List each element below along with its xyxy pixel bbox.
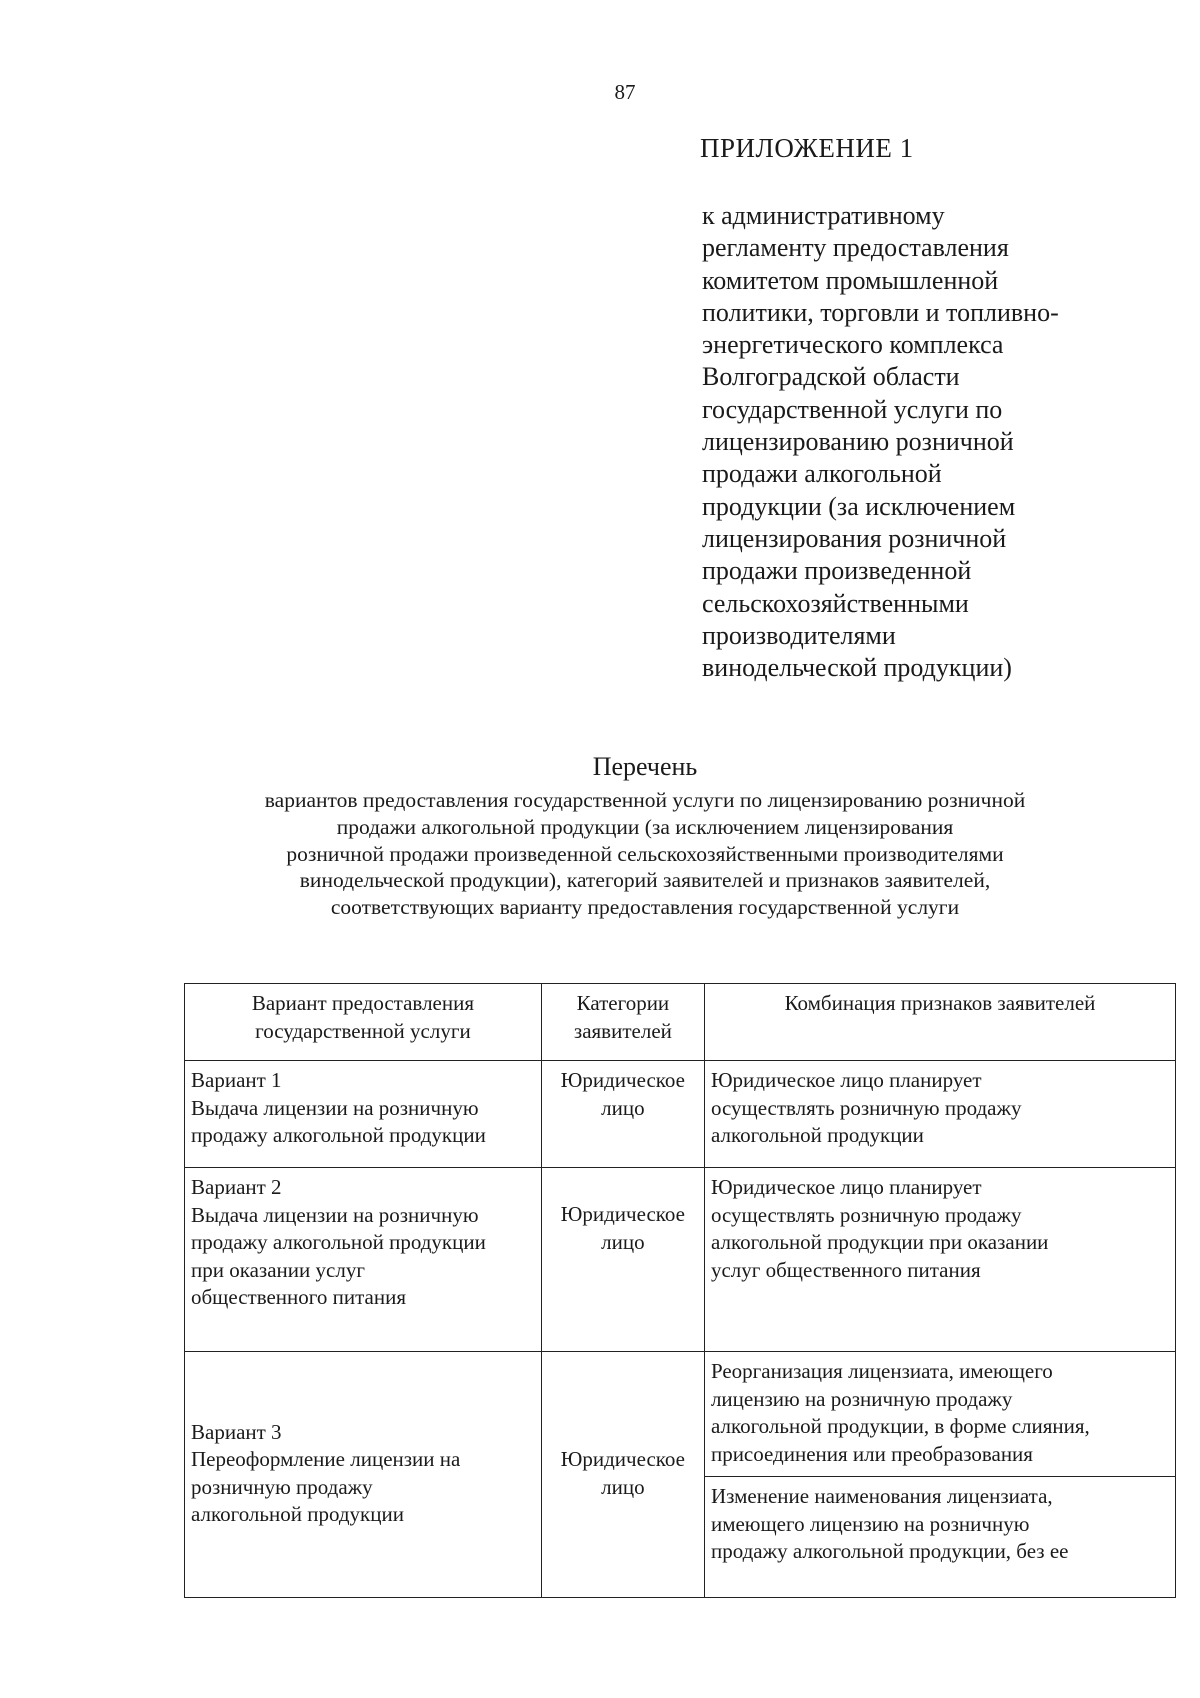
features-line: Изменение наименования лицензиата, [710, 1484, 1053, 1508]
category-line: лицо [601, 1095, 645, 1120]
header-category-line: Категории [576, 991, 670, 1015]
features-line: продажу алкогольной продукции, без ее [710, 1539, 1069, 1563]
subtitle-line: винодельческой продукции), категорий заявителей и признаков заявителей, [299, 868, 991, 893]
features-cell [704, 1168, 1175, 1352]
appendix-line: винодельческой продукции) [702, 653, 1012, 683]
appendix-line: продукции (за исключением [702, 491, 1016, 521]
list-subtitle [150, 787, 1140, 921]
appendix-line: производителями [702, 620, 896, 650]
header-variant [185, 984, 542, 1061]
header-category [541, 984, 704, 1061]
appendix-line: Волгоградской области [702, 362, 960, 392]
features-line: Юридическое лицо планирует [710, 1175, 982, 1199]
features-line: алкогольной продукции [710, 1123, 924, 1147]
appendix-line: лицензирования розничной [702, 523, 1007, 553]
variants-table [184, 983, 1176, 1598]
appendix-line: энергетического комплекса [702, 330, 1004, 360]
subtitle-line: соответствующих варианту предоставления государственной услуги [330, 895, 960, 920]
appendix-line: комитетом промышленной [702, 265, 999, 295]
features-cell [704, 1352, 1175, 1477]
variant-line: Выдача лицензии на розничную [191, 1202, 479, 1227]
header-features-line: Комбинация признаков заявителей [784, 991, 1096, 1015]
table-row [185, 1352, 1176, 1477]
variant-line: Выдача лицензии на розничную [191, 1095, 479, 1120]
category-line: Юридическое [560, 1447, 685, 1471]
header-category-line: заявителей [573, 1018, 672, 1043]
appendix-line: продажи алкогольной [702, 459, 942, 489]
variant-line: Вариант 3 [191, 1419, 282, 1444]
features-line: Реорганизация лицензиата, имеющего [710, 1359, 1053, 1383]
variant-line: розничную продажу [191, 1474, 373, 1499]
features-line: Юридическое лицо планирует [710, 1068, 982, 1092]
appendix-line: продажи произведенной [702, 556, 972, 586]
features-line: алкогольной продукции, в форме слияния, [710, 1414, 1090, 1438]
features-line: имеющего лицензию на розничную [710, 1511, 1030, 1536]
category-line: Юридическое [560, 1068, 685, 1092]
appendix-line: политики, торговли и топливно- [702, 297, 1059, 327]
variant-line: Вариант 2 [191, 1175, 282, 1199]
list-title: Перечень [592, 752, 698, 781]
table-header-row [185, 984, 1176, 1061]
features-cell [704, 1061, 1175, 1168]
subtitle-line: продажи алкогольной продукции (за исключением лицензирования [336, 814, 954, 839]
category-line: лицо [601, 1229, 645, 1254]
variant-cell [185, 1352, 542, 1598]
appendix-title: ПРИЛОЖЕНИЕ 1 [700, 133, 914, 163]
features-cell [704, 1477, 1175, 1598]
category-cell [541, 1061, 704, 1168]
variant-line: алкогольной продукции [191, 1502, 404, 1526]
variant-line: Вариант 1 [191, 1068, 282, 1092]
features-line: алкогольной продукции при оказании [710, 1230, 1049, 1254]
features-line: присоединения или преобразования [710, 1441, 1033, 1466]
features-line: услуг общественного питания [710, 1257, 981, 1282]
features-line: осуществлять розничную продажу [710, 1095, 1022, 1120]
features-line: осуществлять розничную продажу [710, 1202, 1022, 1227]
variant-line: продажу алкогольной продукции [191, 1123, 486, 1147]
appendix-text [702, 200, 1122, 684]
page-number: 87 [614, 80, 636, 104]
features-line: лицензию на розничную продажу [710, 1386, 1013, 1411]
category-cell [541, 1168, 704, 1352]
variant-line: при оказании услуг [191, 1257, 365, 1282]
category-line: лицо [601, 1474, 645, 1499]
variant-line: Переоформление лицензии на [191, 1447, 461, 1471]
variant-line: продажу алкогольной продукции [191, 1230, 486, 1254]
header-variant-line: Вариант предоставления [251, 991, 475, 1015]
category-cell [541, 1352, 704, 1598]
appendix-line: к административному [702, 201, 945, 230]
category-line: Юридическое [560, 1202, 685, 1226]
subtitle-line: вариантов предоставления государственной услуги по лицензированию розничной [264, 788, 1026, 812]
header-variant-line: государственной услуги [255, 1018, 471, 1043]
table-row [185, 1168, 1176, 1352]
table-row [185, 1061, 1176, 1168]
variant-cell [185, 1168, 542, 1352]
appendix-line: государственной услуги по [702, 394, 1003, 424]
variant-line: общественного питания [191, 1285, 406, 1309]
header-features [704, 984, 1175, 1061]
appendix-line: лицензированию розничной [702, 427, 1014, 457]
appendix-line: регламенту предоставления [702, 233, 1009, 263]
appendix-line: сельскохозяйственными [702, 588, 969, 618]
variant-cell [185, 1061, 542, 1168]
subtitle-line: розничной продажи произведенной сельскохозяйственными производителями [286, 841, 1004, 866]
